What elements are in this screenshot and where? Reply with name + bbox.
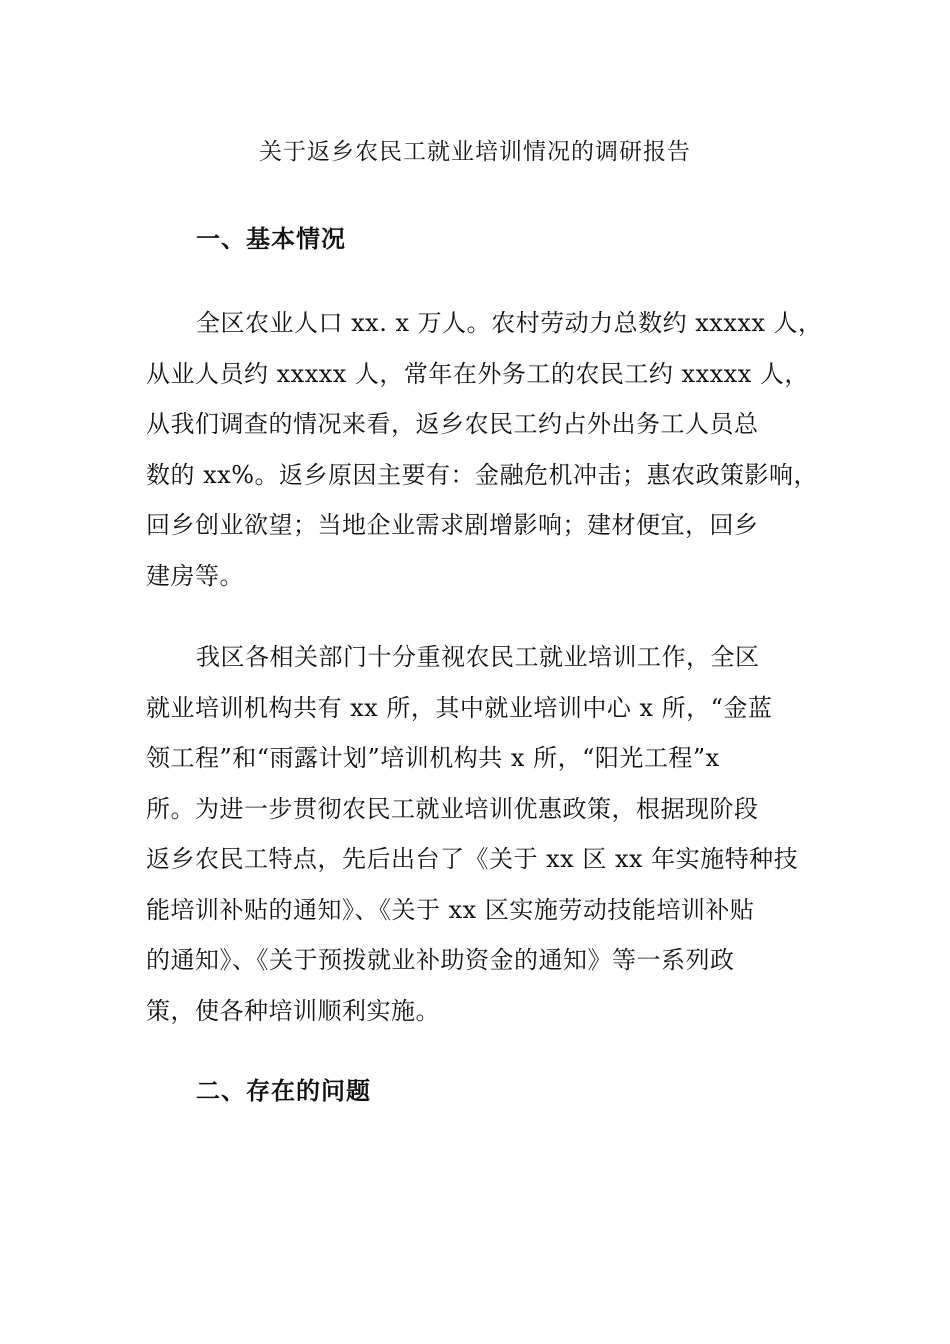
paragraph-population-overview xyxy=(146,298,826,601)
paragraph-line: 领工程”和“雨露计划”培训机构共 x 所，“阳光工程”x xyxy=(146,744,720,772)
section-heading-existing-problems: 二、存在的问题 xyxy=(196,1076,371,1105)
paragraph-line: 所。为进一步贯彻农民工就业培训优惠政策，根据现阶段 xyxy=(146,794,759,823)
paragraph-line: 能培训补贴的通知》、《关于 xx 区实施劳动技能培训补贴 xyxy=(146,895,755,924)
paragraph-line: 策，使各种培训顺利实施。 xyxy=(146,996,440,1025)
paragraph-line: 我区各相关部门十分重视农民工就业培训工作，全区 xyxy=(196,643,760,671)
paragraph-line: 从我们调查的情况来看，返乡农民工约占外出务工人员总 xyxy=(146,410,759,438)
document-title: 关于返乡农民工就业培训情况的调研报告 xyxy=(259,139,691,165)
paragraph-line: 就业培训机构共有 xx 所，其中就业培训中心 x 所，“金蓝 xyxy=(146,693,773,722)
paragraph-line: 数的 xx%。返乡原因主要有：金融危机冲击；惠农政策影响， xyxy=(146,460,819,489)
section-heading-basic-situation: 一、基本情况 xyxy=(196,224,346,253)
paragraph-line: 返乡农民工特点，先后出台了《关于 xx 区 xx 年实施特种技 xyxy=(146,845,799,873)
paragraph-training-institutions xyxy=(146,632,826,1036)
paragraph-line: 回乡创业欲望；当地企业需求剧增影响；建材便宜，回乡 xyxy=(146,511,759,539)
paragraph-line: 的通知》、《关于预拨就业补助资金的通知》等一系列政 xyxy=(146,946,735,974)
paragraph-line: 全区农业人口 xx. x 万人。农村劳动力总数约 xxxxx 人， xyxy=(196,309,823,337)
paragraph-line: 从业人员约 xxxxx 人，常年在外务工的农民工约 xxxxx 人， xyxy=(146,359,809,388)
paragraph-line: 建房等。 xyxy=(146,561,244,590)
